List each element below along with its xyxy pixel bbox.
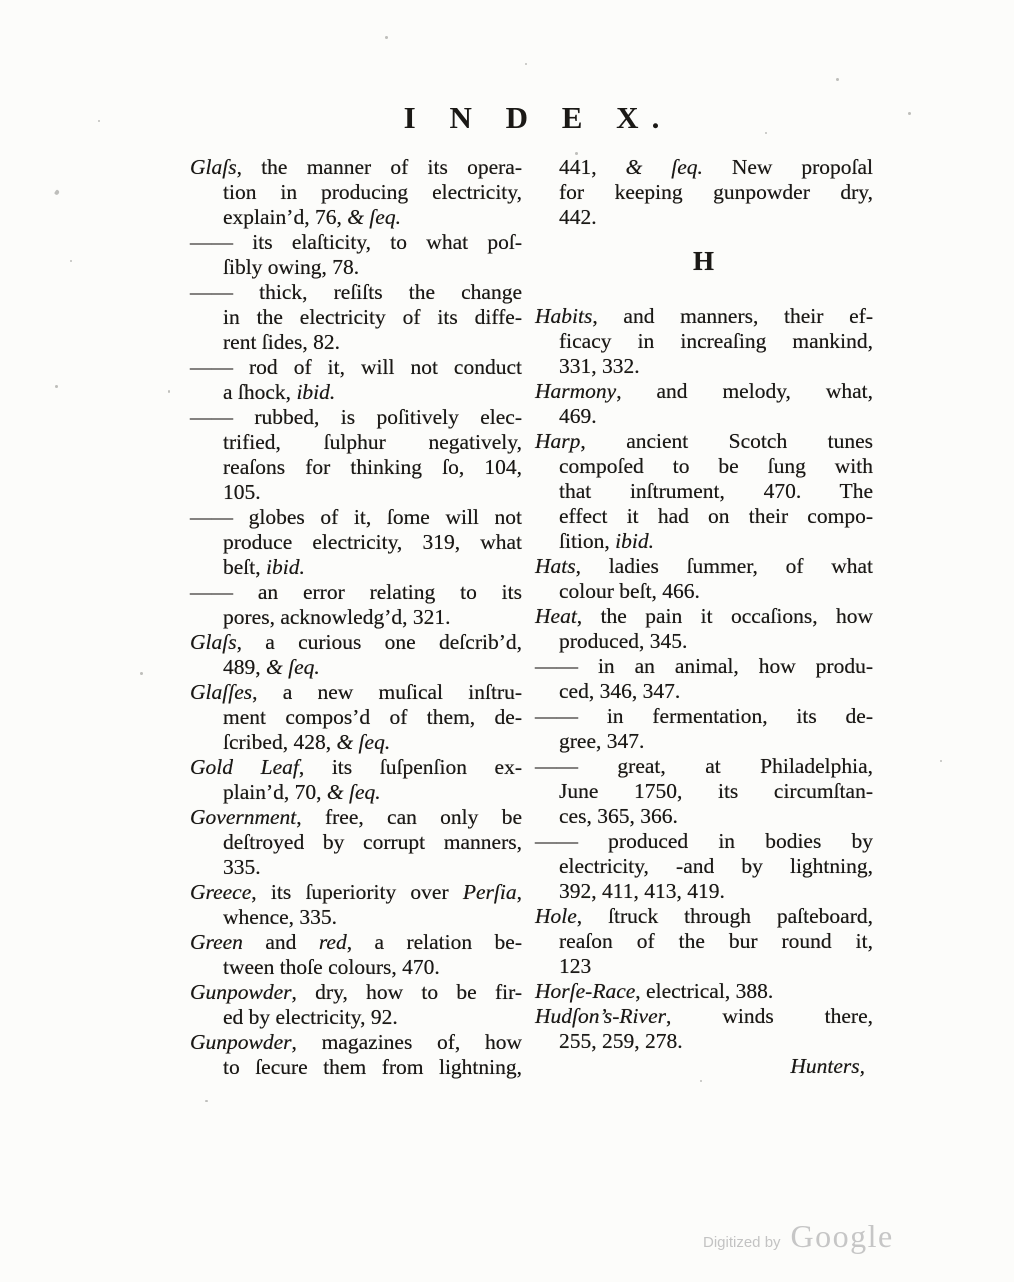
- index-term-italic: Government: [190, 805, 297, 829]
- index-line: [535, 354, 873, 379]
- index-line: [190, 380, 522, 405]
- index-term-italic: ibid.: [266, 555, 305, 579]
- index-line: [190, 430, 522, 455]
- index-text: June 1750, its circumſtan-: [559, 779, 873, 803]
- scan-speck: [70, 260, 72, 262]
- index-line: [190, 530, 522, 555]
- index-line: [190, 605, 522, 630]
- index-text: , a new muſical inſtru-: [252, 680, 522, 704]
- index-text: 255, 259, 278.: [559, 1029, 683, 1053]
- index-text: , the pain it occaſions, how: [576, 604, 873, 628]
- index-text: —— in fermentation, its de-: [535, 704, 873, 728]
- index-term-italic: Hudſon’s-River: [535, 1004, 666, 1028]
- index-term-italic: & ſeq.: [266, 655, 320, 679]
- index-text: —— rod of it, will not conduct: [190, 355, 522, 379]
- index-text: , ladies ſummer, of what: [575, 554, 873, 578]
- index-text: , the manner of its opera-: [236, 155, 522, 179]
- index-term-italic: Habits: [535, 304, 593, 328]
- index-text: ment compos’d of them, de-: [223, 705, 522, 729]
- index-text: gree, 347.: [559, 729, 645, 753]
- index-text: , ſtruck through paſteboard,: [576, 904, 873, 928]
- scan-speck: [385, 36, 388, 39]
- scan-speck: [700, 1080, 702, 1082]
- scan-speck: [940, 760, 942, 762]
- scan-speck: [168, 390, 170, 393]
- index-text: plain’d, 70,: [223, 780, 327, 804]
- google-logo: Google: [790, 1218, 894, 1254]
- index-text: ſcribed, 428,: [223, 730, 337, 754]
- index-term-italic: Glaſſes: [190, 680, 253, 704]
- index-text: tion in producing electricity,: [223, 180, 522, 204]
- index-text: rent ſides, 82.: [223, 330, 341, 354]
- scan-speck: [525, 63, 527, 65]
- index-term-italic: red: [318, 930, 347, 954]
- index-term-italic: & ſeq.: [625, 155, 703, 179]
- index-term-italic: Hole: [535, 904, 577, 928]
- index-text: compoſed to be ſung with: [559, 454, 873, 478]
- index-text: explain’d, 76,: [223, 205, 348, 229]
- index-line: [190, 255, 522, 280]
- index-line: [190, 680, 522, 705]
- index-line: [535, 404, 873, 429]
- index-line: [190, 805, 522, 830]
- index-term-italic: Hats: [535, 554, 576, 578]
- index-text: electricity, -and by lightning,: [559, 854, 873, 878]
- index-term-italic: Gunpowder: [190, 1030, 292, 1054]
- index-line: [190, 955, 522, 980]
- index-text: 123: [559, 954, 592, 978]
- index-line: [190, 505, 522, 530]
- index-text: colour beſt, 466.: [559, 579, 700, 603]
- index-term-italic: Perſia: [462, 880, 517, 904]
- index-line: [190, 180, 522, 205]
- scan-speck: [55, 385, 58, 388]
- index-line: [190, 855, 522, 880]
- index-text: ,: [516, 880, 522, 904]
- page-title: I N D E X.: [403, 100, 673, 135]
- index-term-italic: Glaſs: [190, 155, 237, 179]
- index-term-italic: ibid.: [615, 529, 654, 553]
- catchword: [535, 1054, 873, 1079]
- index-line: [535, 879, 873, 904]
- scan-speck: [908, 112, 911, 115]
- index-text: produce electricity, 319, what: [223, 530, 522, 554]
- index-line: [535, 329, 873, 354]
- index-term-italic: & ſeq.: [326, 780, 381, 804]
- index-term-italic: & ſeq.: [336, 730, 391, 754]
- index-term-italic: Green: [190, 930, 243, 954]
- index-line: [190, 230, 522, 255]
- index-text: 469.: [559, 404, 597, 428]
- index-text: 441,: [559, 155, 626, 179]
- index-text: , a relation be-: [346, 930, 522, 954]
- scan-speck: [98, 120, 100, 122]
- index-line: [190, 730, 522, 755]
- index-line: [535, 1004, 873, 1029]
- index-line: [190, 305, 522, 330]
- index-text: —— globes of it, ſome will not: [190, 505, 522, 529]
- index-line: [535, 205, 873, 230]
- index-text: , and manners, their ef-: [592, 304, 873, 328]
- index-line: [535, 654, 873, 679]
- index-line: [535, 729, 873, 754]
- index-line: [535, 454, 873, 479]
- index-text: that inſtrument, 470. The: [559, 479, 873, 503]
- index-text: , a curious one deſcrib’d,: [236, 630, 522, 654]
- index-text: ficacy in increaſing mankind,: [559, 329, 873, 353]
- index-text: , its ſuſpenſion ex-: [298, 755, 522, 779]
- index-term-italic: Gunpowder: [190, 980, 292, 1004]
- index-text: produced, 345.: [559, 629, 688, 653]
- index-text: , free, can only be: [296, 805, 522, 829]
- index-line: [190, 1005, 522, 1030]
- scan-speck: [836, 78, 839, 81]
- index-line: [190, 830, 522, 855]
- index-text: in the electricity of its diffe-: [223, 305, 522, 329]
- index-text: for keeping gunpowder dry,: [559, 180, 873, 204]
- index-text: , its ſuperiority over: [251, 880, 463, 904]
- index-term-italic: & ſeq.: [347, 205, 401, 229]
- index-term-italic: Glaſs: [190, 630, 237, 654]
- index-line: [535, 754, 873, 779]
- index-text: , ancient Scotch tunes: [580, 429, 873, 453]
- index-text: reaſon of the bur round it,: [559, 929, 873, 953]
- index-text: to ſecure them from lightning,: [223, 1055, 522, 1079]
- index-text: —— in an animal, how produ-: [535, 654, 873, 678]
- index-text: whence, 335.: [223, 905, 338, 929]
- index-term-italic: Greece: [190, 880, 252, 904]
- index-line: [190, 205, 522, 230]
- index-line: [535, 629, 873, 654]
- index-line: [190, 755, 522, 780]
- index-term-italic: ibid.: [296, 380, 336, 404]
- index-text: —— thick, reſiſts the change: [190, 280, 522, 304]
- index-line: [190, 1030, 522, 1055]
- index-line: [190, 705, 522, 730]
- index-text: ces, 365, 366.: [559, 804, 678, 828]
- index-column-left: [190, 155, 522, 1080]
- index-line: [190, 880, 522, 905]
- index-text: 392, 411, 413, 419.: [559, 879, 725, 903]
- index-text: , electrical, 388.: [635, 979, 774, 1003]
- index-line: [535, 529, 873, 554]
- index-line: [535, 854, 873, 879]
- index-term-italic: Horſe-Race: [535, 979, 636, 1003]
- index-text: , magazines of, how: [291, 1030, 522, 1054]
- index-line: [190, 1055, 522, 1080]
- index-line: [535, 679, 873, 704]
- index-line: [535, 704, 873, 729]
- index-line: [535, 804, 873, 829]
- index-line: [535, 779, 873, 804]
- index-line: [535, 954, 873, 979]
- index-line: [535, 604, 873, 629]
- index-line: [190, 555, 522, 580]
- index-text: , winds there,: [665, 1004, 873, 1028]
- index-line: [190, 780, 522, 805]
- index-line: [190, 330, 522, 355]
- index-text: , and melody, what,: [616, 379, 873, 403]
- scan-speck: [575, 152, 578, 155]
- watermark-text: Digitized by: [703, 1234, 781, 1251]
- index-text: deſtroyed by corrupt manners,: [223, 830, 522, 854]
- index-line: [535, 180, 873, 205]
- index-text: beſt,: [223, 555, 266, 579]
- index-text: New propoſal: [702, 155, 873, 179]
- index-text: —— its elaſticity, to what poſ-: [190, 230, 522, 254]
- index-line: [535, 379, 873, 404]
- index-line: [535, 829, 873, 854]
- index-text: 335.: [223, 855, 261, 879]
- index-text: —— an error relating to its: [190, 580, 522, 604]
- index-line: [535, 904, 873, 929]
- index-line: [190, 455, 522, 480]
- index-line: [535, 504, 873, 529]
- scan-speck: [765, 132, 767, 134]
- index-line: [535, 479, 873, 504]
- index-term-italic: Hunters,: [790, 1054, 865, 1078]
- index-text: —— great, at Philadelphia,: [535, 754, 873, 778]
- index-text: ced, 346, 347.: [559, 679, 681, 703]
- index-term-italic: Heat: [535, 604, 577, 628]
- index-line: [190, 655, 522, 680]
- index-line: [190, 930, 522, 955]
- index-line: [535, 429, 873, 454]
- watermark: [703, 1218, 894, 1255]
- index-line: [190, 480, 522, 505]
- index-line: [535, 1029, 873, 1054]
- index-text: ſibly owing, 78.: [223, 255, 360, 279]
- index-term-italic: Harmony: [535, 379, 617, 403]
- index-line: [535, 155, 873, 180]
- index-text: 331, 332.: [559, 354, 640, 378]
- index-line: [535, 979, 873, 1004]
- index-text: —— rubbed, is poſitively elec-: [190, 405, 522, 429]
- index-column-right: [535, 155, 873, 1079]
- index-text: ed by electricity, 92.: [223, 1005, 398, 1029]
- index-line: [535, 304, 873, 329]
- index-text: 442.: [559, 205, 597, 229]
- index-text: trified, ſulphur negatively,: [223, 430, 522, 454]
- index-line: [190, 580, 522, 605]
- index-line: [190, 630, 522, 655]
- index-line: [535, 929, 873, 954]
- index-text: and: [242, 930, 319, 954]
- index-line: [190, 905, 522, 930]
- scan-speck: [54, 189, 60, 195]
- index-line: [190, 280, 522, 305]
- section-heading: H: [692, 246, 715, 276]
- index-text: 489,: [223, 655, 266, 679]
- index-text: ſition,: [559, 529, 616, 553]
- index-text: 105.: [223, 480, 261, 504]
- index-line: [190, 405, 522, 430]
- index-line: [190, 980, 522, 1005]
- scan-speck: [205, 1100, 208, 1102]
- index-term-italic: Harp: [535, 429, 581, 453]
- index-line: [535, 579, 873, 604]
- scan-speck: [140, 672, 143, 675]
- index-text: tween thoſe colours, 470.: [223, 955, 440, 979]
- index-text: —— produced in bodies by: [535, 829, 873, 853]
- index-text: , dry, how to be fir-: [291, 980, 522, 1004]
- index-text: pores, acknowledg’d, 321.: [223, 605, 451, 629]
- index-line: [535, 554, 873, 579]
- index-text: effect it had on their compo-: [559, 504, 873, 528]
- index-term-italic: Gold Leaf: [190, 755, 299, 779]
- index-text: reaſons for thinking ſo, 104,: [223, 455, 522, 479]
- index-line: [190, 155, 522, 180]
- index-line: [190, 355, 522, 380]
- index-text: a ſhock,: [223, 380, 297, 404]
